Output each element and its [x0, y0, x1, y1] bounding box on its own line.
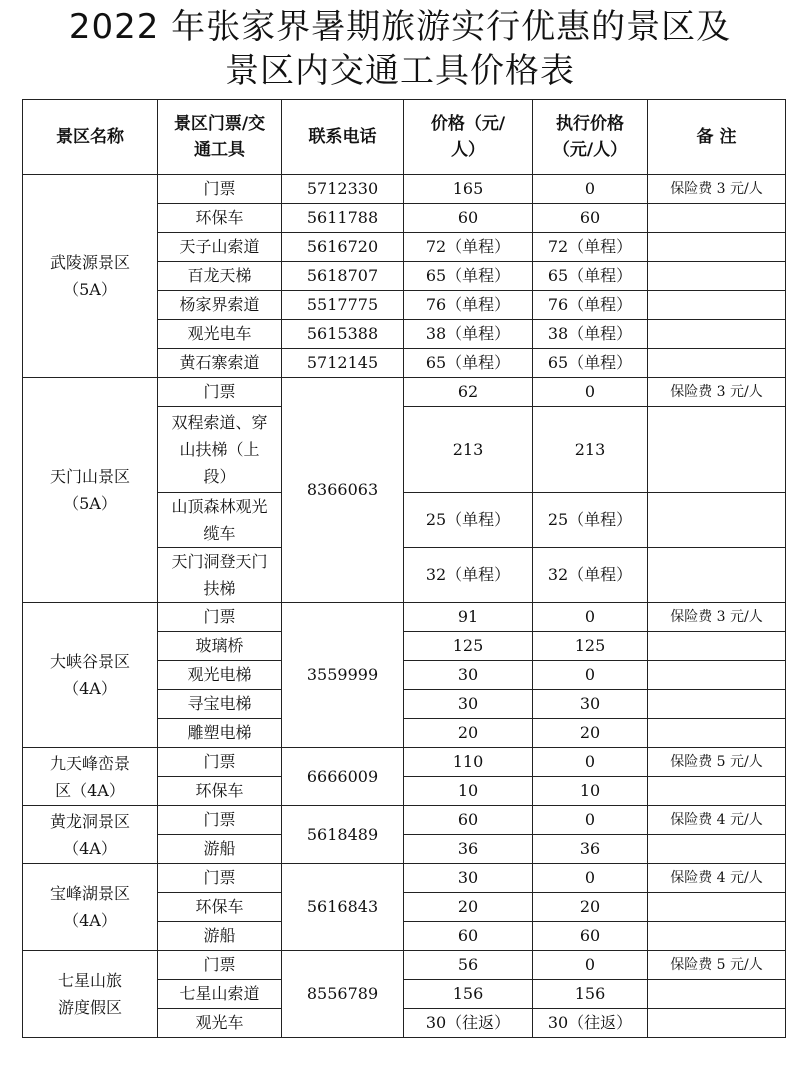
item-name: 雕塑电梯: [158, 719, 282, 748]
note-text: 保险费 3 元/人: [648, 603, 786, 632]
note-text: 保险费 3 元/人: [648, 378, 786, 407]
price-value: 72（单程）: [404, 233, 533, 262]
note-text: [648, 262, 786, 291]
scenic-area-name: 天门山景区（5A）: [23, 378, 158, 603]
price-value: 76（单程）: [404, 291, 533, 320]
exec-price-value: 60: [533, 922, 648, 951]
phone-number: 5616720: [282, 233, 404, 262]
price-value: 20: [404, 893, 533, 922]
item-name: 杨家界索道: [158, 291, 282, 320]
exec-price-value: 156: [533, 980, 648, 1009]
price-value: 165: [404, 175, 533, 204]
table-row: [23, 864, 786, 893]
note-text: [648, 719, 786, 748]
note-text: [648, 349, 786, 378]
exec-price-value: 72（单程）: [533, 233, 648, 262]
item-name: 环保车: [158, 204, 282, 233]
note-text: [648, 777, 786, 806]
header-exec-price: 执行价格（元/人）: [533, 100, 648, 175]
item-name: 双程索道、穿山扶梯（上段）: [158, 407, 282, 493]
item-name: 观光电车: [158, 320, 282, 349]
item-name: 游船: [158, 922, 282, 951]
exec-price-value: 0: [533, 378, 648, 407]
phone-number: 5618489: [282, 806, 404, 864]
table-row: [23, 175, 786, 204]
exec-price-value: 0: [533, 864, 648, 893]
exec-price-value: 30（往返）: [533, 1009, 648, 1038]
item-name: 寻宝电梯: [158, 690, 282, 719]
table-row: [23, 603, 786, 632]
item-name: 门票: [158, 748, 282, 777]
exec-price-value: 38（单程）: [533, 320, 648, 349]
note-text: [648, 291, 786, 320]
phone-number: 5517775: [282, 291, 404, 320]
item-name: 七星山索道: [158, 980, 282, 1009]
item-name: 玻璃桥: [158, 632, 282, 661]
price-value: 32（单程）: [404, 548, 533, 603]
exec-price-value: 60: [533, 204, 648, 233]
exec-price-value: 32（单程）: [533, 548, 648, 603]
phone-number: 5618707: [282, 262, 404, 291]
scenic-area-name: 九天峰峦景区（4A）: [23, 748, 158, 806]
note-text: 保险费 5 元/人: [648, 951, 786, 980]
exec-price-value: 36: [533, 835, 648, 864]
price-value: 60: [404, 922, 533, 951]
price-value: 156: [404, 980, 533, 1009]
item-name: 黄石寨索道: [158, 349, 282, 378]
phone-number: 8366063: [282, 378, 404, 603]
note-text: 保险费 5 元/人: [648, 748, 786, 777]
exec-price-value: 0: [533, 951, 648, 980]
price-table: [22, 99, 786, 1038]
price-value: 91: [404, 603, 533, 632]
exec-price-value: 30: [533, 690, 648, 719]
item-name: 山顶森林观光缆车: [158, 493, 282, 548]
item-name: 门票: [158, 806, 282, 835]
page-title-line-2: 景区内交通工具价格表: [225, 51, 575, 91]
scenic-area-name: 七星山旅游度假区: [23, 951, 158, 1038]
price-value: 20: [404, 719, 533, 748]
item-name: 天子山索道: [158, 233, 282, 262]
exec-price-value: 0: [533, 175, 648, 204]
note-text: [648, 835, 786, 864]
item-name: 天门洞登天门扶梯: [158, 548, 282, 603]
item-name: 门票: [158, 378, 282, 407]
exec-price-value: 76（单程）: [533, 291, 648, 320]
exec-price-value: 0: [533, 806, 648, 835]
table-row: [23, 748, 786, 777]
price-value: 30（往返）: [404, 1009, 533, 1038]
table-row: [23, 951, 786, 980]
note-text: [648, 493, 786, 548]
table-row: [23, 378, 786, 407]
scenic-area-name: 武陵源景区（5A）: [23, 175, 158, 378]
price-value: 38（单程）: [404, 320, 533, 349]
scenic-area-name: 宝峰湖景区（4A）: [23, 864, 158, 951]
note-text: 保险费 4 元/人: [648, 864, 786, 893]
header-note: 备 注: [648, 100, 786, 175]
note-text: [648, 320, 786, 349]
price-value: 36: [404, 835, 533, 864]
item-name: 环保车: [158, 893, 282, 922]
price-value: 213: [404, 407, 533, 493]
price-value: 60: [404, 806, 533, 835]
exec-price-value: 65（单程）: [533, 262, 648, 291]
item-name: 百龙天梯: [158, 262, 282, 291]
price-value: 65（单程）: [404, 262, 533, 291]
header-item: 景区门票/交通工具: [158, 100, 282, 175]
item-name: 门票: [158, 603, 282, 632]
table-header-row: [23, 100, 786, 175]
exec-price-value: 213: [533, 407, 648, 493]
header-phone: 联系电话: [282, 100, 404, 175]
price-value: 65（单程）: [404, 349, 533, 378]
note-text: [648, 233, 786, 262]
note-text: [648, 548, 786, 603]
price-value: 30: [404, 661, 533, 690]
scenic-area-name: 大峡谷景区（4A）: [23, 603, 158, 748]
price-value: 25（单程）: [404, 493, 533, 548]
scenic-area-name: 黄龙洞景区（4A）: [23, 806, 158, 864]
price-value: 10: [404, 777, 533, 806]
exec-price-value: 65（单程）: [533, 349, 648, 378]
price-value: 30: [404, 690, 533, 719]
price-value: 56: [404, 951, 533, 980]
exec-price-value: 20: [533, 719, 648, 748]
exec-price-value: 20: [533, 893, 648, 922]
note-text: [648, 893, 786, 922]
item-name: 观光电梯: [158, 661, 282, 690]
phone-number: 8556789: [282, 951, 404, 1038]
note-text: 保险费 3 元/人: [648, 175, 786, 204]
header-price: 价格（元/人）: [404, 100, 533, 175]
price-value: 30: [404, 864, 533, 893]
item-name: 环保车: [158, 777, 282, 806]
note-text: [648, 632, 786, 661]
phone-number: 5611788: [282, 204, 404, 233]
header-scenic-area: 景区名称: [23, 100, 158, 175]
note-text: [648, 980, 786, 1009]
table-body: [23, 175, 786, 1038]
price-value: 60: [404, 204, 533, 233]
phone-number: 6666009: [282, 748, 404, 806]
price-value: 125: [404, 632, 533, 661]
item-name: 门票: [158, 864, 282, 893]
note-text: [648, 204, 786, 233]
phone-number: 5615388: [282, 320, 404, 349]
item-name: 游船: [158, 835, 282, 864]
exec-price-value: 0: [533, 748, 648, 777]
exec-price-value: 0: [533, 661, 648, 690]
table-row: [23, 806, 786, 835]
exec-price-value: 125: [533, 632, 648, 661]
exec-price-value: 0: [533, 603, 648, 632]
price-value: 62: [404, 378, 533, 407]
phone-number: 5616843: [282, 864, 404, 951]
page-title-line-1: 2022 年张家界暑期旅游实行优惠的景区及: [68, 7, 732, 47]
note-text: [648, 690, 786, 719]
phone-number: 5712145: [282, 349, 404, 378]
note-text: [648, 407, 786, 493]
note-text: [648, 661, 786, 690]
item-name: 门票: [158, 175, 282, 204]
phone-number: 3559999: [282, 603, 404, 748]
item-name: 门票: [158, 951, 282, 980]
exec-price-value: 10: [533, 777, 648, 806]
exec-price-value: 25（单程）: [533, 493, 648, 548]
price-value: 110: [404, 748, 533, 777]
note-text: 保险费 4 元/人: [648, 806, 786, 835]
note-text: [648, 1009, 786, 1038]
phone-number: 5712330: [282, 175, 404, 204]
note-text: [648, 922, 786, 951]
item-name: 观光车: [158, 1009, 282, 1038]
